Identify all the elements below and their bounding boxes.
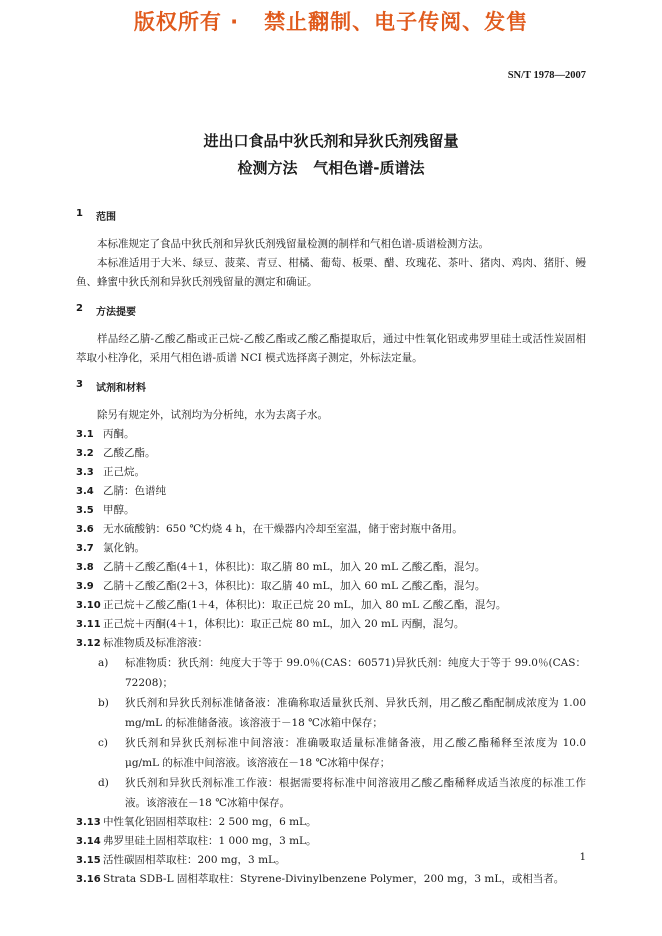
sub-item-text: 狄氏剂和异狄氏剂标准储备液：准确称取适量狄氏剂、异狄氏剂，用乙酸乙酯配制成浓度为 1.00 mg/mL 的标准储备液。该溶液于－18 ℃冰箱中保存； [125,697,586,729]
list-item [76,870,586,889]
document-title-line-2: 检测方法 气相色谱-质谱法 [237,159,425,177]
list-item [76,577,586,596]
item-text: 正己烷。 [103,466,145,478]
document-title-line-1: 进出口食品中狄氏剂和异狄氏剂残留量 [203,132,459,150]
list-item [76,813,586,832]
sub-item-text: 狄氏剂和异狄氏剂标准工作液：根据需要将标准中间溶液用乙酸乙酯稀释成适当浓度的标准工作液。该溶液在－18 ℃冰箱中保存。 [125,777,586,809]
item-text: 弗罗里硅土固相萃取柱：1 000 mg，3 mL。 [103,835,317,847]
item-text: 正己烷＋丙酮(4＋1，体积比)：取正己烷 80 mL，加入 20 mL 丙酮，混匀。 [103,618,465,630]
item-text: 无水硫酸钠：650 ℃灼烧 4 h，在干燥器内冷却至室温，储于密封瓶中备用。 [103,523,463,535]
list-item [76,425,586,444]
section-heading-reagents [76,379,586,394]
item-text: 氯化钠。 [103,542,145,554]
item-text: 甲醇。 [103,504,135,516]
section-title: 试剂和材料 [96,383,146,394]
sub-list-item [76,733,586,773]
item-number: 3.15 [76,855,101,866]
section-number: 3 [76,379,83,390]
sub-item-text: 标准物质：狄氏剂：纯度大于等于 99.0％(CAS：60571)异狄氏剂：纯度大于等于 99.0％(CAS：72208)； [125,657,586,689]
section-title: 范围 [96,212,116,223]
item-number: 3.4 [76,486,94,497]
paragraph: 样品经乙腈-乙酸乙酯或正己烷-乙酸乙酯或乙酸乙酯提取后，通过中性氧化铝或弗罗里硅土或活性炭固相萃取小柱净化，采用气相色谱-质谱 NCI 模式选择离子测定，外标法定量。 [76,333,586,364]
list-item [76,463,586,482]
item-text: 乙腈＋乙酸乙酯(2＋3，体积比)：取乙腈 40 mL，加入 60 mL 乙酸乙酯，混匀。 [103,580,486,592]
item-number: 3.8 [76,562,94,573]
item-number: 3.10 [76,600,101,611]
list-item [76,558,586,577]
item-number: 3.7 [76,543,94,554]
watermark-banner: 版权所有 · 禁止翻制、电子传阅、发售 [133,10,529,34]
item-number: 3.11 [76,619,101,630]
sub-list-item [76,773,586,813]
paragraph: 本标准规定了食品中狄氏剂和异狄氏剂残留量检测的制样和气相色谱-质谱检测方法。 [97,238,490,250]
item-text: 乙酸乙酯。 [103,447,156,459]
page-number: 1 [579,852,586,863]
sub-item-text: 狄氏剂和异狄氏剂标准中间溶液：准确吸取适量标准储备液，用乙酸乙酯稀释至浓度为 10.0 μg/mL 的标准中间溶液。该溶液在－18 ℃冰箱中保存； [125,737,586,769]
list-item [76,444,586,463]
sub-item-label: c) [98,737,108,749]
list-item [76,520,586,539]
list-item [76,615,586,634]
sub-item-label: d) [98,777,109,789]
list-item [76,501,586,520]
section-number: 2 [76,303,83,314]
list-item [76,832,586,851]
item-text: 标准物质及标准溶液： [103,637,208,649]
item-number: 3.16 [76,874,101,885]
item-number: 3.5 [76,505,94,516]
item-number: 3.3 [76,467,94,478]
sub-item-label: b) [98,697,109,709]
list-item [76,539,586,558]
item-text: Strata SDB-L 固相萃取柱：Styrene-Divinylbenzene Polymer，200 mg，3 mL，或相当者。 [103,873,565,885]
section-heading-method-summary [76,303,586,318]
item-text: 正己烷＋乙酸乙酯(1＋4，体积比)：取正己烷 20 mL，加入 80 mL 乙酸乙酯，混匀。 [103,599,507,611]
sub-list-item [76,653,586,693]
item-number: 3.12 [76,638,101,649]
list-item [76,634,586,653]
item-text: 中性氧化铝固相萃取柱：2 500 mg，6 mL。 [103,816,317,828]
item-text: 乙腈：色谱纯 [103,485,166,497]
list-item [76,482,586,501]
section-title: 方法提要 [96,307,136,318]
item-number: 3.1 [76,429,94,440]
list-item [76,851,586,870]
document-body [76,208,586,889]
section-number: 1 [76,208,83,219]
sub-item-label: a) [98,657,109,669]
section-heading-scope [76,208,586,223]
item-text: 活性碳固相萃取柱：200 mg，3 mL。 [103,854,286,866]
item-number: 3.2 [76,448,94,459]
item-number: 3.13 [76,817,101,828]
item-number: 3.14 [76,836,101,847]
sub-list-item [76,693,586,733]
paragraph: 本标准适用于大米、绿豆、菠菜、青豆、柑橘、葡萄、板栗、醋、玫瑰花、茶叶、猪肉、鸡肉、猪肝、鳗鱼、蜂蜜中狄氏剂和异狄氏剂残留量的测定和确证。 [76,257,586,288]
item-number: 3.9 [76,581,94,592]
item-number: 3.6 [76,524,94,535]
list-item [76,596,586,615]
document-number: SN/T 1978—2007 [507,70,586,81]
item-text: 丙酮。 [103,428,135,440]
item-text: 乙腈＋乙酸乙酯(4＋1，体积比)：取乙腈 80 mL，加入 20 mL 乙酸乙酯，混匀。 [103,561,486,573]
paragraph: 除另有规定外，试剂均为分析纯，水为去离子水。 [97,409,328,421]
